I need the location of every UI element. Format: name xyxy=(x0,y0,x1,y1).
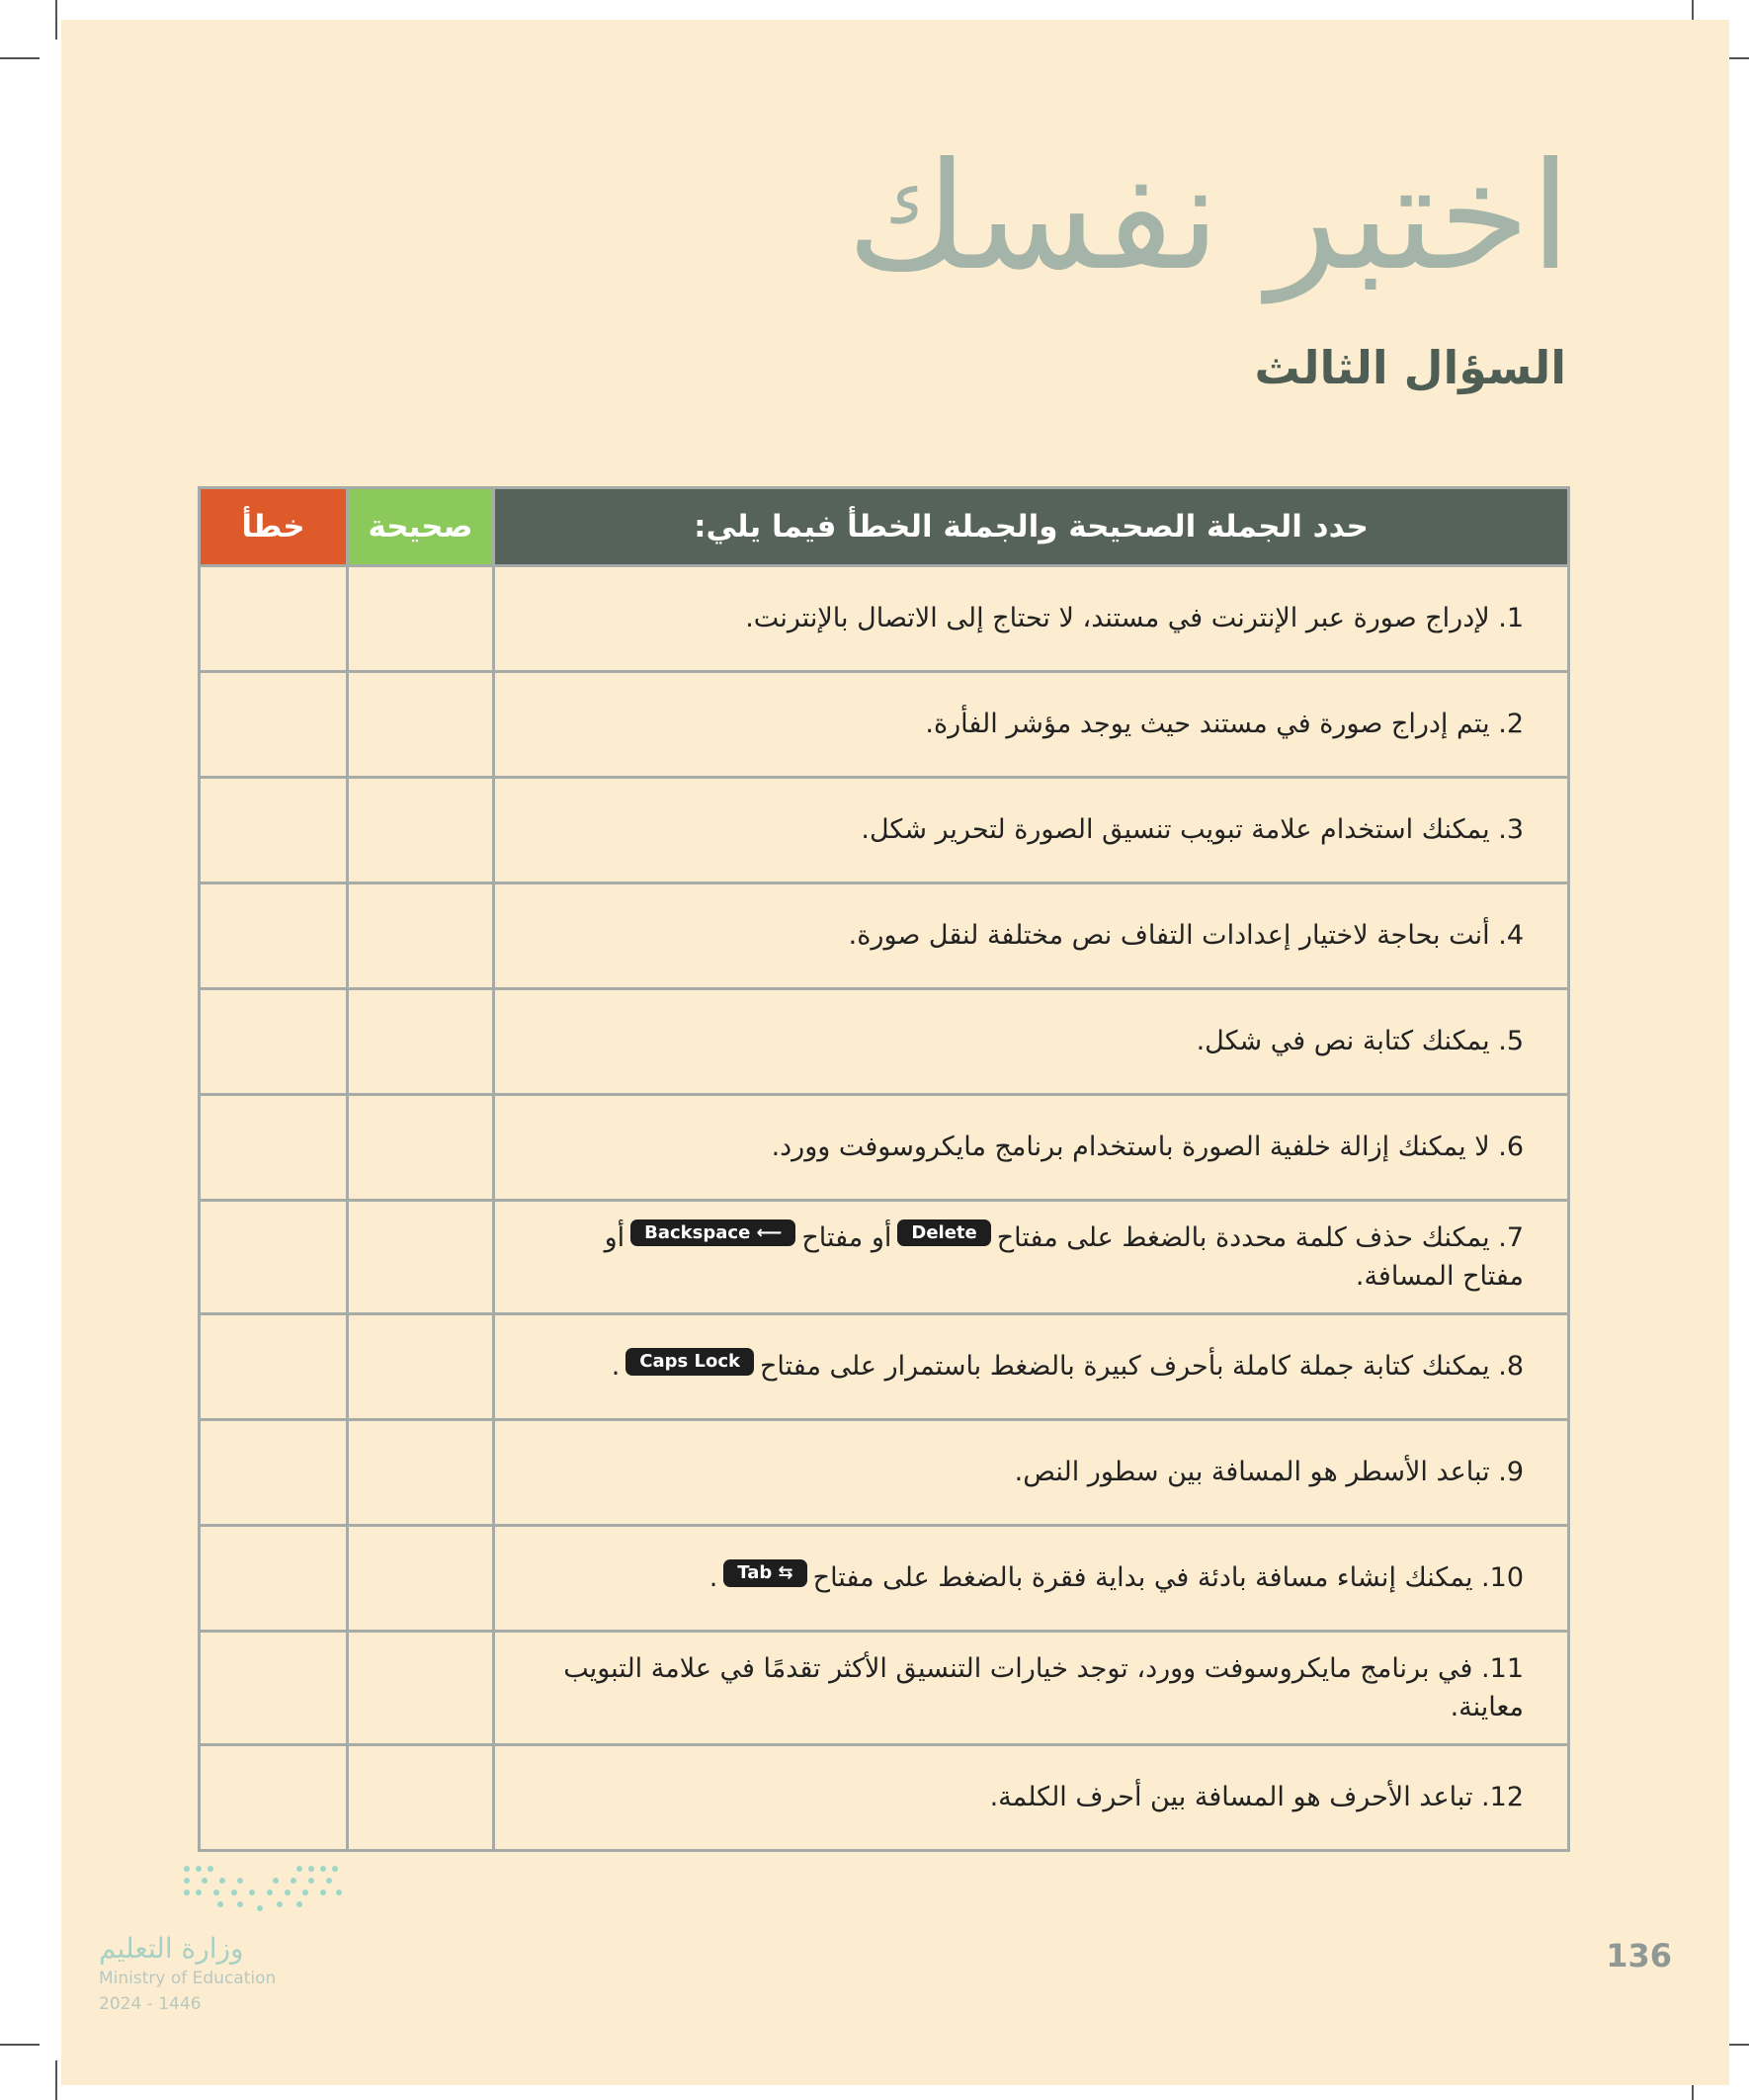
backspace-key-icon: Backspace ⟵ xyxy=(630,1219,795,1247)
false-answer-cell[interactable] xyxy=(200,672,348,778)
table-row xyxy=(200,1632,1569,1745)
crop-mark xyxy=(55,0,57,40)
tab-key-icon: Tab ⇆ xyxy=(723,1559,806,1587)
statement-8 xyxy=(494,1314,1569,1420)
table-row xyxy=(200,566,1569,672)
table-row xyxy=(200,1314,1569,1420)
crop-mark xyxy=(0,57,40,59)
header-true: صحيحة xyxy=(348,488,494,566)
page-title: اختبر نفسك xyxy=(846,131,1571,303)
false-answer-cell[interactable] xyxy=(200,1745,348,1851)
true-answer-cell[interactable] xyxy=(348,883,494,989)
statement-4: 4. أنت بحاجة لاختيار إعدادات التفاف نص مختلفة لنقل صورة. xyxy=(494,883,1569,989)
table-row xyxy=(200,1526,1569,1632)
false-answer-cell[interactable] xyxy=(200,778,348,883)
statement-7 xyxy=(494,1201,1569,1314)
false-answer-cell[interactable] xyxy=(200,1420,348,1526)
table-row xyxy=(200,672,1569,778)
false-answer-cell[interactable] xyxy=(200,883,348,989)
true-answer-cell[interactable] xyxy=(348,1632,494,1745)
table-row xyxy=(200,989,1569,1095)
ministry-name-arabic: وزارة التعليم xyxy=(99,1932,244,1965)
ministry-logo-dots-icon xyxy=(181,1863,349,1917)
table-header-row xyxy=(200,488,1569,566)
true-answer-cell[interactable] xyxy=(348,566,494,672)
false-answer-cell[interactable] xyxy=(200,1201,348,1314)
ministry-year: 2024 - 1446 xyxy=(99,1994,202,2014)
caps-lock-key-icon: Caps Lock xyxy=(625,1348,754,1376)
crop-mark xyxy=(0,2044,40,2046)
false-answer-cell[interactable] xyxy=(200,989,348,1095)
statement-12: 12. تباعد الأحرف هو المسافة بين أحرف الكلمة. xyxy=(494,1745,1569,1851)
statement-10-part-1: 10. يمكنك إنشاء مسافة بادئة في بداية فقرة بالضغط على مفتاح xyxy=(812,1562,1524,1594)
statement-8-part-1: 8. يمكنك كتابة جملة كاملة بأحرف كبيرة بالضغط باستمرار على مفتاح xyxy=(759,1351,1524,1383)
statement-7-part-3: أو مفتاح المسافة. xyxy=(604,1221,1524,1292)
true-answer-cell[interactable] xyxy=(348,672,494,778)
delete-key-icon: Delete xyxy=(897,1219,990,1247)
true-false-table xyxy=(198,486,1570,1852)
statement-10-part-2: . xyxy=(708,1562,718,1594)
true-answer-cell[interactable] xyxy=(348,1095,494,1201)
crop-mark xyxy=(55,2060,57,2100)
true-answer-cell[interactable] xyxy=(348,1314,494,1420)
false-answer-cell[interactable] xyxy=(200,566,348,672)
page-number: 136 xyxy=(1606,1937,1672,1974)
statement-3: 3. يمكنك استخدام علامة تبويب تنسيق الصورة لتحرير شكل. xyxy=(494,778,1569,883)
ministry-name-english: Ministry of Education xyxy=(99,1969,277,1988)
statement-7-part-1: 7. يمكنك حذف كلمة محددة بالضغط على مفتاح xyxy=(996,1221,1524,1253)
table-row xyxy=(200,1745,1569,1851)
true-answer-cell[interactable] xyxy=(348,1201,494,1314)
header-false: خطأ xyxy=(200,488,348,566)
false-answer-cell[interactable] xyxy=(200,1314,348,1420)
statement-11: 11. في برنامج مايكروسوفت وورد، توجد خيارات التنسيق الأكثر تقدمًا في علامة التبويب معاينة. xyxy=(494,1632,1569,1745)
statement-6: 6. لا يمكنك إزالة خلفية الصورة باستخدام برنامج مايكروسوفت وورد. xyxy=(494,1095,1569,1201)
table-row xyxy=(200,1420,1569,1526)
table-row xyxy=(200,1201,1569,1314)
table-row xyxy=(200,883,1569,989)
true-answer-cell[interactable] xyxy=(348,1526,494,1632)
statement-2: 2. يتم إدراج صورة في مستند حيث يوجد مؤشر الفأرة. xyxy=(494,672,1569,778)
statement-10 xyxy=(494,1526,1569,1632)
statement-8-part-2: . xyxy=(611,1351,621,1383)
question-heading: السؤال الثالث xyxy=(1254,341,1566,394)
statement-5: 5. يمكنك كتابة نص في شكل. xyxy=(494,989,1569,1095)
false-answer-cell[interactable] xyxy=(200,1095,348,1201)
table-row xyxy=(200,778,1569,883)
true-answer-cell[interactable] xyxy=(348,778,494,883)
true-answer-cell[interactable] xyxy=(348,989,494,1095)
false-answer-cell[interactable] xyxy=(200,1632,348,1745)
false-answer-cell[interactable] xyxy=(200,1526,348,1632)
statement-1: 1. لإدراج صورة عبر الإنترنت في مستند، لا تحتاج إلى الاتصال بالإنترنت. xyxy=(494,566,1569,672)
header-statement: حدد الجملة الصحيحة والجملة الخطأ فيما يلي: xyxy=(494,488,1569,566)
true-answer-cell[interactable] xyxy=(348,1745,494,1851)
statement-9: 9. تباعد الأسطر هو المسافة بين سطور النص. xyxy=(494,1420,1569,1526)
table-row xyxy=(200,1095,1569,1201)
true-answer-cell[interactable] xyxy=(348,1420,494,1526)
statement-7-part-2: أو مفتاح xyxy=(801,1221,892,1253)
